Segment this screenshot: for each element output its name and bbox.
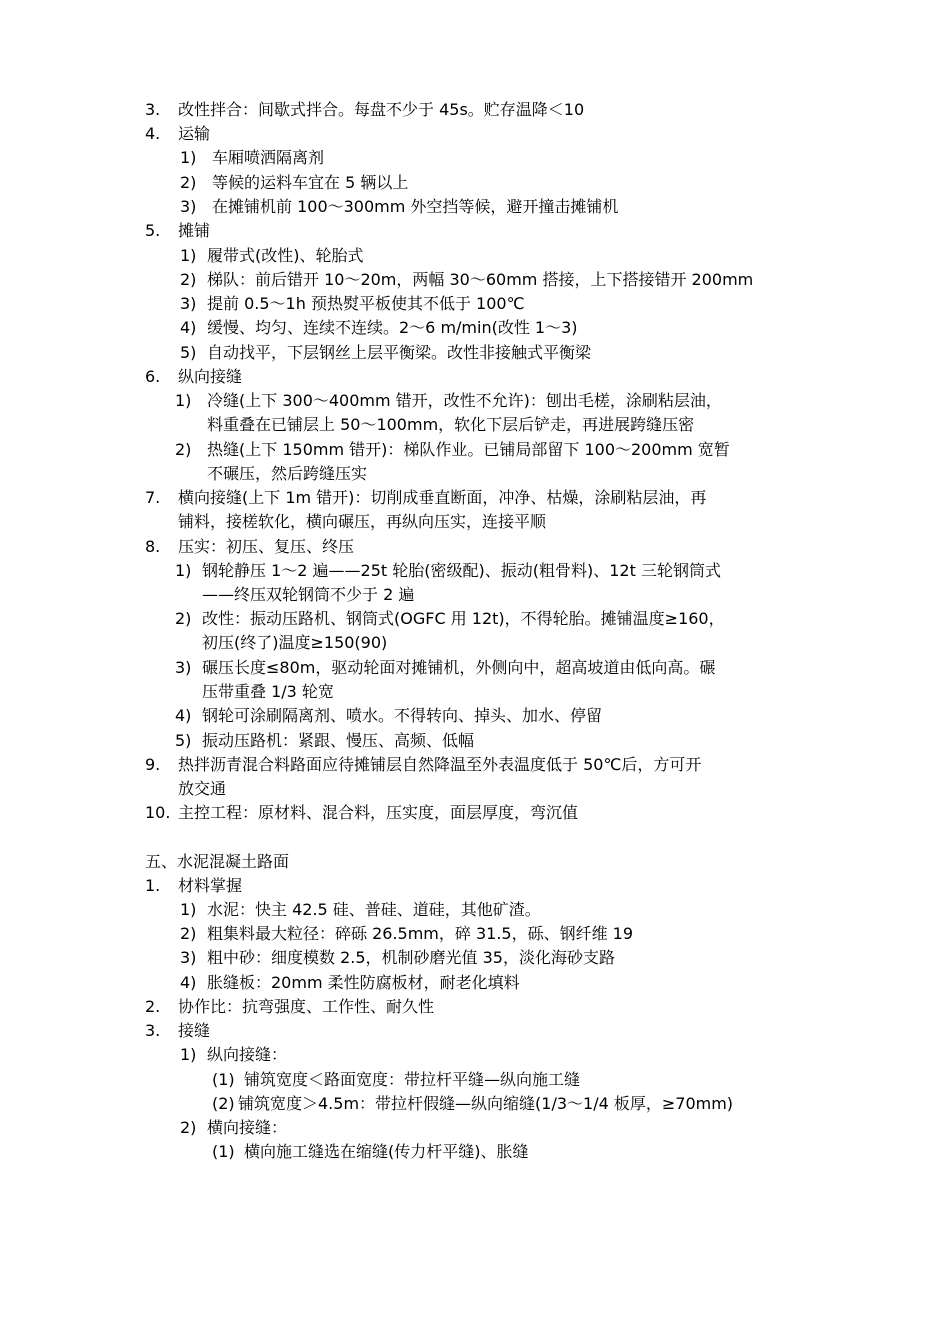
list-item-text: 铺筑宽度＜路面宽度：带拉杆平缝—纵向施工缝 <box>244 1070 581 1089</box>
list-item-text: 纵向接缝： <box>207 1045 288 1064</box>
list-item-text: 履带式(改性)、轮胎式 <box>207 246 364 265</box>
list-item-number: 2) <box>180 1118 197 1137</box>
list-item-number: 2. <box>145 997 161 1016</box>
list-item-text: 协作比：抗弯强度、工作性、耐久性 <box>178 997 435 1016</box>
list-item-number: 7. <box>145 488 161 507</box>
list-item-continuation: 初压(终了)温度≥150(90) <box>202 633 388 652</box>
list-item-number: 10. <box>145 803 171 822</box>
list-item-text: 横向施工缝选在缩缝(传力杆平缝)、胀缝 <box>244 1142 529 1161</box>
list-item-continuation: 不碾压，然后跨缝压实 <box>207 464 368 483</box>
list-item-text: 摊铺 <box>178 221 211 240</box>
list-item-number: 3) <box>175 658 192 677</box>
list-item-number: 1) <box>180 148 197 167</box>
list-item-text: 钢轮可涂刷隔离剂、喷水。不得转向、掉头、加水、停留 <box>202 706 603 725</box>
list-item-number: 6. <box>145 367 161 386</box>
list-item-number: 2) <box>180 270 197 289</box>
list-item-text: 提前 0.5～1h 预热熨平板使其不低于 100℃ <box>207 294 525 313</box>
list-item-text: 压实：初压、复压、终压 <box>178 537 355 556</box>
list-item-number: 2) <box>180 924 197 943</box>
list-item-number: 4. <box>145 124 161 143</box>
list-item-number: 1) <box>175 561 192 580</box>
list-item-text: 碾压长度≤80m，驱动轮面对摊铺机，外侧向中，超高坡道由低向高。碾 <box>202 658 716 677</box>
list-item-text: 在摊铺机前 100～300mm 外空挡等候，避开撞击摊铺机 <box>212 197 619 216</box>
list-item-text: 改性拌合：间歇式拌合。每盘不少于 45s。贮存温降＜10 <box>178 100 585 119</box>
list-item-number: 5. <box>145 221 161 240</box>
list-item-number: 3) <box>180 948 197 967</box>
list-item-text: 运输 <box>178 124 211 143</box>
list-item-number: 2) <box>175 609 192 628</box>
list-item-number: 4) <box>175 706 192 725</box>
list-item-text: 自动找平，下层钢丝上层平衡梁。改性非接触式平衡梁 <box>207 343 592 362</box>
list-item-text: 车厢喷洒隔离剂 <box>212 148 325 167</box>
list-item-number: 1) <box>180 900 197 919</box>
list-item-text: 横向接缝(上下 1m 错开)：切削成垂直断面，冲净、枯燥，涂刷粘层油，再 <box>178 488 707 507</box>
list-item-number: 5) <box>180 343 197 362</box>
list-item-text: 纵向接缝 <box>178 367 243 386</box>
list-item-number: 8. <box>145 537 161 556</box>
list-item-number: 4) <box>180 318 197 337</box>
list-item-text: 等候的运料车宜在 5 辆以上 <box>212 173 409 192</box>
list-item-continuation: 压带重叠 1/3 轮宽 <box>202 682 334 701</box>
list-item-number: 1) <box>180 246 197 265</box>
section-heading: 五、水泥混凝土路面 <box>145 852 290 871</box>
list-item-number: 1. <box>145 876 161 895</box>
list-item-text: 振动压路机：紧跟、慢压、高频、低幅 <box>202 731 475 750</box>
list-item-text: 材料掌握 <box>178 876 243 895</box>
list-item-text: 热缝(上下 150mm 错开)：梯队作业。已铺局部留下 100～200mm 宽暂 <box>207 440 730 459</box>
list-item-number: 5) <box>175 731 192 750</box>
list-item-number: (1) <box>212 1142 235 1161</box>
list-item-text: 接缝 <box>178 1021 211 1040</box>
list-item-text: 主控工程：原材料、混合料，压实度，面层厚度，弯沉值 <box>178 803 579 822</box>
list-item-continuation: 铺料，接槎软化，横向碾压，再纵向压实，连接平顺 <box>178 512 547 531</box>
list-item-text: 冷缝(上下 300～400mm 错开，改性不允许)：刨出毛槎，涂刷粘层油， <box>207 391 722 410</box>
list-item-number: 3. <box>145 1021 161 1040</box>
list-item-number: 9. <box>145 755 161 774</box>
list-item-text: 缓慢、均匀、连续不连续。2～6 m/min(改性 1～3) <box>207 318 578 337</box>
list-item-number: 3) <box>180 197 197 216</box>
list-item-number: 3. <box>145 100 161 119</box>
list-item-number: 2) <box>180 173 197 192</box>
list-item-text: 水泥：快主 42.5 硅、普硅、道硅，其他矿渣。 <box>207 900 541 919</box>
list-item-text: 铺筑宽度＞4.5m：带拉杆假缝—纵向缩缝(1/3～1/4 板厚，≥70mm) <box>238 1094 734 1113</box>
list-item-number: 1) <box>175 391 192 410</box>
list-item-number: 1) <box>180 1045 197 1064</box>
list-item-text: 梯队：前后错开 10～20m，两幅 30～60mm 搭接，上下搭接错开 200mm <box>207 270 754 289</box>
list-item-continuation: 放交通 <box>178 779 227 798</box>
list-item-number: 3) <box>180 294 197 313</box>
list-item-number: (2) <box>212 1094 235 1113</box>
list-item-number: 4) <box>180 973 197 992</box>
list-item-text: 钢轮静压 1～2 遍——25t 轮胎(密级配)、振动(粗骨料)、12t 三轮钢筒式 <box>202 561 721 580</box>
list-item-text: 粗中砂：细度模数 2.5，机制砂磨光值 35，淡化海砂支路 <box>207 948 615 967</box>
list-item-text: 横向接缝： <box>207 1118 288 1137</box>
list-item-text: 热拌沥青混合料路面应待摊铺层自然降温至外表温度低于 50℃后，方可开 <box>178 755 702 774</box>
list-item-text: 改性：振动压路机、钢筒式(OGFC 用 12t)，不得轮胎。摊铺温度≥160， <box>202 609 725 628</box>
list-item-number: 2) <box>175 440 192 459</box>
list-item-continuation: 料重叠在已铺层上 50～100mm，软化下层后铲走，再进展跨缝压密 <box>207 415 695 434</box>
list-item-number: (1) <box>212 1070 235 1089</box>
list-item-continuation: ——终压双轮钢筒不少于 2 遍 <box>202 585 415 604</box>
list-item-text: 胀缝板：20mm 柔性防腐板材，耐老化填料 <box>207 973 520 992</box>
list-item-text: 粗集料最大粒径：碎砾 26.5mm，碎 31.5，砾、钢纤维 19 <box>207 924 634 943</box>
